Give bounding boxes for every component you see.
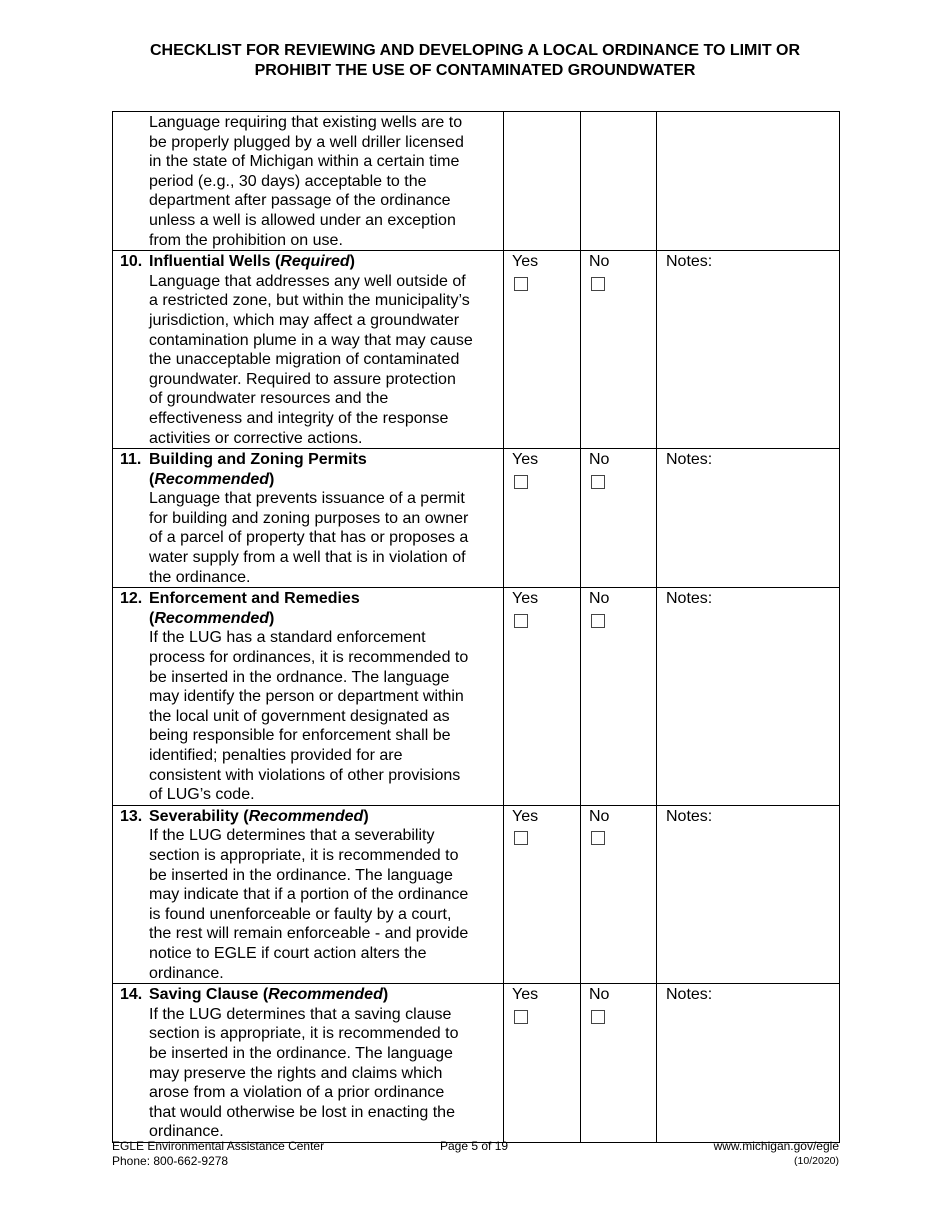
item-number: 14. bbox=[120, 986, 143, 1004]
item-line: be inserted in the ordnance. The language bbox=[149, 668, 450, 686]
item-line: groundwater. Required to assure protection bbox=[149, 370, 456, 388]
notes-cell[interactable] bbox=[657, 449, 840, 588]
item-title: Enforcement and Remedies bbox=[149, 590, 360, 608]
checklist-item-11 bbox=[113, 449, 840, 588]
checklist-item-10 bbox=[113, 251, 840, 449]
item-line: of a parcel of property that has or proposes a bbox=[149, 529, 469, 547]
no-checkbox[interactable] bbox=[591, 614, 605, 628]
item-number: 10. bbox=[120, 253, 143, 271]
checklist-item-13 bbox=[113, 805, 840, 983]
notes-cell[interactable] bbox=[657, 984, 840, 1143]
item-title: Building and Zoning Permits bbox=[149, 451, 367, 469]
no-label: No bbox=[589, 451, 610, 469]
no-cell bbox=[581, 805, 657, 983]
continuation-line: in the state of Michigan within a certain time bbox=[149, 153, 460, 171]
item-line: Language that addresses any well outside of bbox=[149, 272, 466, 290]
item-title: Severability bbox=[149, 807, 239, 825]
item-line: may identify the person or department within bbox=[149, 688, 464, 706]
no-cell bbox=[581, 251, 657, 449]
item-line: the unacceptable migration of contaminated bbox=[149, 351, 460, 369]
item-number: 11. bbox=[120, 451, 142, 469]
item-line: may indicate that if a portion of the ordinance bbox=[149, 886, 469, 904]
item-status: Recommended bbox=[268, 986, 383, 1004]
yes-checkbox[interactable] bbox=[514, 831, 528, 845]
continuation-notes-cell bbox=[657, 112, 840, 251]
notes-cell[interactable] bbox=[657, 588, 840, 806]
item-line: for building and zoning purposes to an owner bbox=[149, 509, 469, 527]
no-checkbox[interactable] bbox=[591, 475, 605, 489]
no-label: No bbox=[589, 807, 610, 825]
yes-cell bbox=[504, 588, 581, 806]
item-title: Influential Wells bbox=[149, 253, 271, 271]
item-line: section is appropriate, it is recommended to bbox=[149, 1025, 459, 1043]
footer-contact bbox=[112, 1139, 324, 1169]
document-title bbox=[0, 41, 950, 81]
continuation-no-cell bbox=[581, 112, 657, 251]
item-line: If the LUG determines that a severability bbox=[149, 827, 435, 845]
continuation-line: be properly plugged by a well driller licensed bbox=[149, 133, 464, 151]
item-line: the rest will remain enforceable - and provide bbox=[149, 925, 469, 943]
yes-checkbox[interactable] bbox=[514, 614, 528, 628]
notes-cell[interactable] bbox=[657, 805, 840, 983]
yes-cell bbox=[504, 449, 581, 588]
footer-date: (10/2020) bbox=[794, 1155, 839, 1167]
item-line: ordinance. bbox=[149, 1123, 224, 1141]
item-heading: Building and Zoning Permits (Recommended) bbox=[149, 451, 367, 488]
continuation-yes-cell bbox=[504, 112, 581, 251]
item-line: be inserted in the ordinance. The language bbox=[149, 866, 453, 884]
continuation-description bbox=[113, 112, 504, 251]
item-line: contamination plume in a way that may cause bbox=[149, 331, 473, 349]
no-checkbox[interactable] bbox=[591, 277, 605, 291]
item-status: Recommended bbox=[154, 609, 270, 627]
notes-label: Notes: bbox=[666, 451, 713, 469]
item-heading: Enforcement and Remedies (Recommended) bbox=[149, 590, 360, 627]
item-line: Language that prevents issuance of a permit bbox=[149, 490, 465, 508]
item-heading: Influential Wells (Required) bbox=[149, 253, 355, 271]
notes-label: Notes: bbox=[666, 986, 713, 1004]
no-label: No bbox=[589, 253, 610, 271]
item-line: the ordinance. bbox=[149, 568, 251, 586]
item-number: 12. bbox=[120, 590, 143, 608]
item-line: of LUG’s code. bbox=[149, 786, 255, 804]
item-line: water supply from a well that is in violation of bbox=[149, 549, 466, 567]
item-heading: Saving Clause (Recommended) bbox=[149, 986, 389, 1004]
item-line: If the LUG has a standard enforcement bbox=[149, 629, 426, 647]
footer-org: EGLE Environmental Assistance Center bbox=[112, 1139, 325, 1153]
item-status: Required bbox=[280, 253, 350, 271]
yes-checkbox[interactable] bbox=[514, 277, 528, 291]
item-line: be inserted in the ordinance. The language bbox=[149, 1044, 453, 1062]
item-line: activities or corrective actions. bbox=[149, 429, 363, 447]
footer-url[interactable]: www.michigan.gov/egle bbox=[713, 1139, 839, 1153]
no-cell bbox=[581, 984, 657, 1143]
yes-label: Yes bbox=[512, 253, 539, 271]
no-cell bbox=[581, 449, 657, 588]
item-line: the local unit of government designated as bbox=[149, 707, 450, 725]
item-line: is found unenforceable or faulty by a court, bbox=[149, 905, 452, 923]
item-line: that would otherwise be lost in enacting the bbox=[149, 1103, 455, 1121]
yes-cell bbox=[504, 805, 581, 983]
item-line: a restricted zone, but within the municipality’s bbox=[149, 292, 470, 310]
yes-checkbox[interactable] bbox=[514, 475, 528, 489]
yes-cell bbox=[504, 251, 581, 449]
item-line: If the LUG determines that a saving clause bbox=[149, 1005, 452, 1023]
no-label: No bbox=[589, 986, 610, 1004]
notes-label: Notes: bbox=[666, 253, 713, 271]
item-title: Saving Clause bbox=[149, 986, 259, 1004]
item-description bbox=[113, 805, 504, 983]
item-line: of groundwater resources and the bbox=[149, 390, 389, 408]
yes-checkbox[interactable] bbox=[514, 1010, 528, 1024]
item-description bbox=[113, 984, 504, 1143]
yes-label: Yes bbox=[512, 807, 539, 825]
checklist-table bbox=[112, 111, 840, 1143]
footer-phone: Phone: 800-662-9278 bbox=[112, 1154, 229, 1168]
footer-page-number: Page 5 of 19 bbox=[440, 1139, 509, 1153]
item-line: process for ordinances, it is recommended to bbox=[149, 649, 469, 667]
no-checkbox[interactable] bbox=[591, 831, 605, 845]
item-line: ordinance. bbox=[149, 964, 224, 982]
item-number: 13. bbox=[120, 807, 143, 825]
item-description bbox=[113, 449, 504, 588]
item-description bbox=[113, 588, 504, 806]
document-title-line-1: CHECKLIST FOR REVIEWING AND DEVELOPING A LOCAL ORDINANCE TO LIMIT OR bbox=[149, 42, 801, 59]
item-status: Recommended bbox=[154, 470, 270, 488]
item-status: Recommended bbox=[248, 807, 364, 825]
item-line: may preserve the rights and claims which bbox=[149, 1064, 443, 1082]
continuation-line: period (e.g., 30 days) acceptable to the bbox=[149, 172, 427, 190]
yes-cell bbox=[504, 984, 581, 1143]
continuation-line: Language requiring that existing wells are to bbox=[149, 114, 463, 131]
item-description bbox=[113, 251, 504, 449]
no-cell bbox=[581, 588, 657, 806]
yes-label: Yes bbox=[512, 986, 539, 1004]
item-line: jurisdiction, which may affect a groundwater bbox=[149, 311, 460, 329]
item-line: section is appropriate, it is recommended to bbox=[149, 846, 459, 864]
item-line: being responsible for enforcement shall be bbox=[149, 727, 451, 745]
item-line: arose from a violation of a prior ordinance bbox=[149, 1084, 445, 1102]
yes-label: Yes bbox=[512, 590, 539, 608]
continuation-line: department after passage of the ordinance bbox=[149, 192, 451, 210]
continuation-line: from the prohibition on use. bbox=[149, 231, 343, 249]
item-heading: Severability (Recommended) bbox=[149, 807, 369, 825]
no-checkbox[interactable] bbox=[591, 1010, 605, 1024]
notes-label: Notes: bbox=[666, 807, 713, 825]
footer-website bbox=[714, 1139, 839, 1169]
item-line: identified; penalties provided for are bbox=[149, 747, 403, 764]
item-line: notice to EGLE if court action alters the bbox=[149, 944, 427, 962]
checklist-item-14 bbox=[113, 984, 840, 1143]
checklist-item-12 bbox=[113, 588, 840, 806]
notes-label: Notes: bbox=[666, 590, 713, 608]
continuation-line: unless a well is allowed under an exception bbox=[149, 211, 456, 229]
notes-cell[interactable] bbox=[657, 251, 840, 449]
item-line: consistent with violations of other provisions bbox=[149, 766, 461, 784]
yes-label: Yes bbox=[512, 451, 539, 469]
document-title-line-2: PROHIBIT THE USE OF CONTAMINATED GROUNDWATER bbox=[254, 62, 696, 79]
item-line: effectiveness and integrity of the response bbox=[149, 409, 449, 427]
no-label: No bbox=[589, 590, 610, 608]
continuation-row bbox=[113, 112, 840, 251]
